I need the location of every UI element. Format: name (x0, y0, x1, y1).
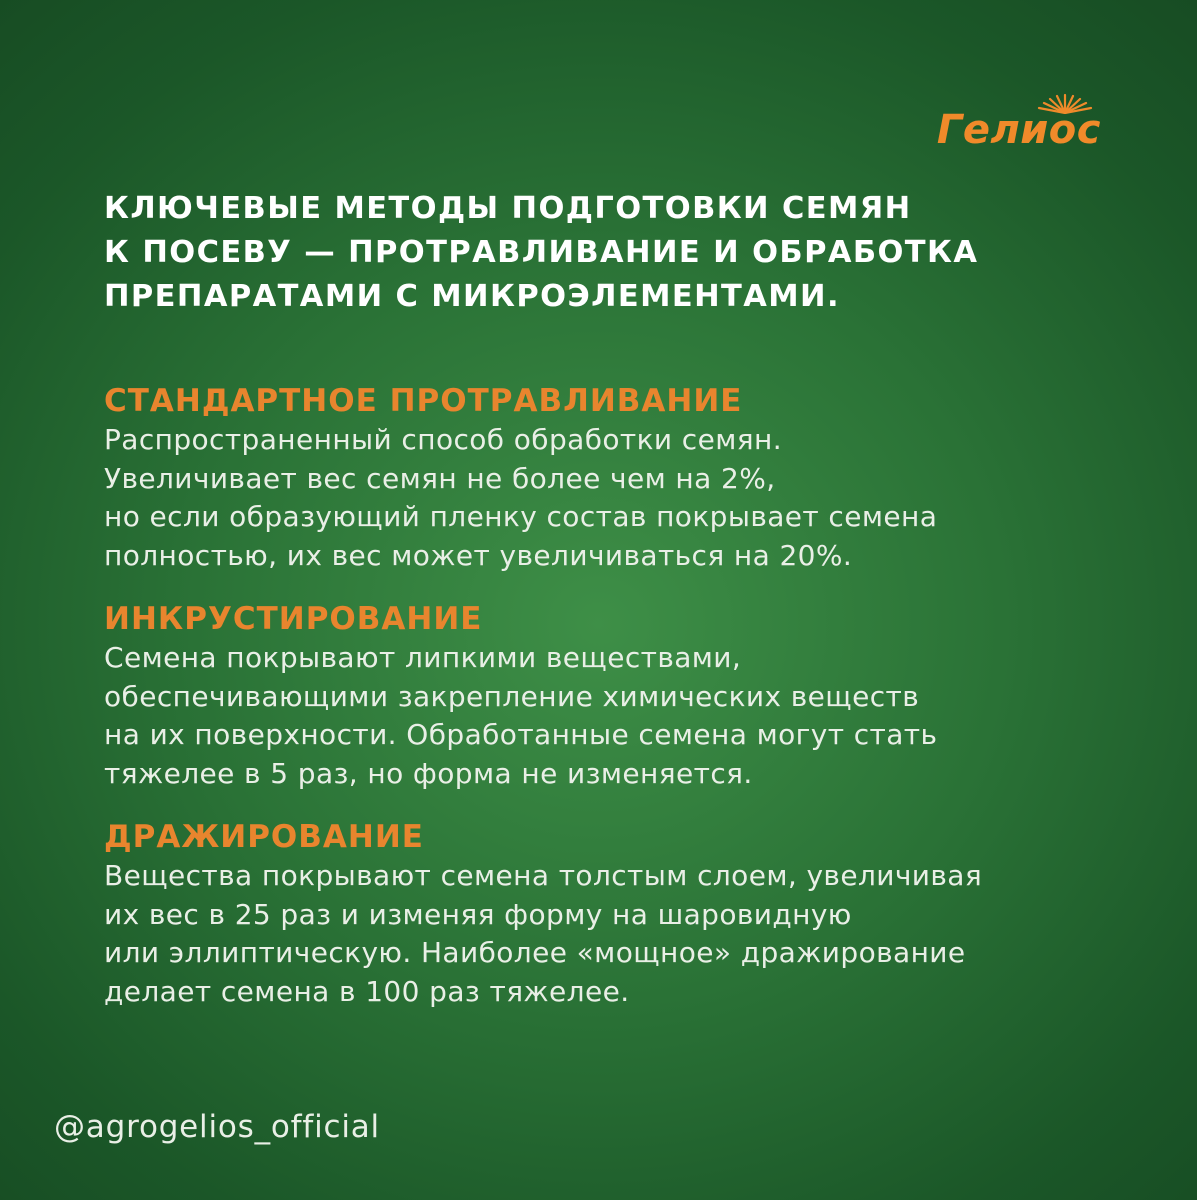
section-text: Вещества покрывают семена толстым слоем, увеличивая их вес в 25 раз и изменяя форму на шаровидную или эллиптическую. Наиболее «мощное» дражирование делает семена в 100 раз тяжелее. (104, 859, 983, 1008)
section-standard-treatment (104, 381, 1104, 575)
section-pelleting (104, 817, 1104, 1011)
section-heading: ИНКРУСТИРОВАНИЕ (104, 601, 483, 637)
section-text: Семена покрывают липкими веществами, обеспечивающими закрепление химических веществ на их поверхности. Обработанные семена могут стать тяжелее в 5 раз, но форма не изменяется. (104, 641, 938, 790)
logo-text: Гелиос (936, 107, 1101, 153)
section-incrustation (104, 599, 1104, 793)
section-text: Распространенный способ обработки семян. Увеличивает вес семян не более чем на 2%, но если образующий пленку состав покрывает семена полностью, их вес может увеличиваться на 20%. (104, 423, 938, 572)
section-heading: ДРАЖИРОВАНИЕ (104, 819, 424, 855)
page-title: КЛЮЧЕВЫЕ МЕТОДЫ ПОДГОТОВКИ СЕМЯН К ПОСЕВУ — ПРОТРАВЛИВАНИЕ И ОБРАБОТКА ПРЕПАРАТАМИ С МИКРОЭЛЕМЕНТАМИ. (104, 191, 979, 314)
brand-logo (881, 92, 1101, 152)
main-content (104, 187, 1104, 1035)
social-handle: @agrogelios_official (54, 1109, 380, 1145)
section-heading: СТАНДАРТНОЕ ПРОТРАВЛИВАНИЕ (104, 383, 743, 419)
